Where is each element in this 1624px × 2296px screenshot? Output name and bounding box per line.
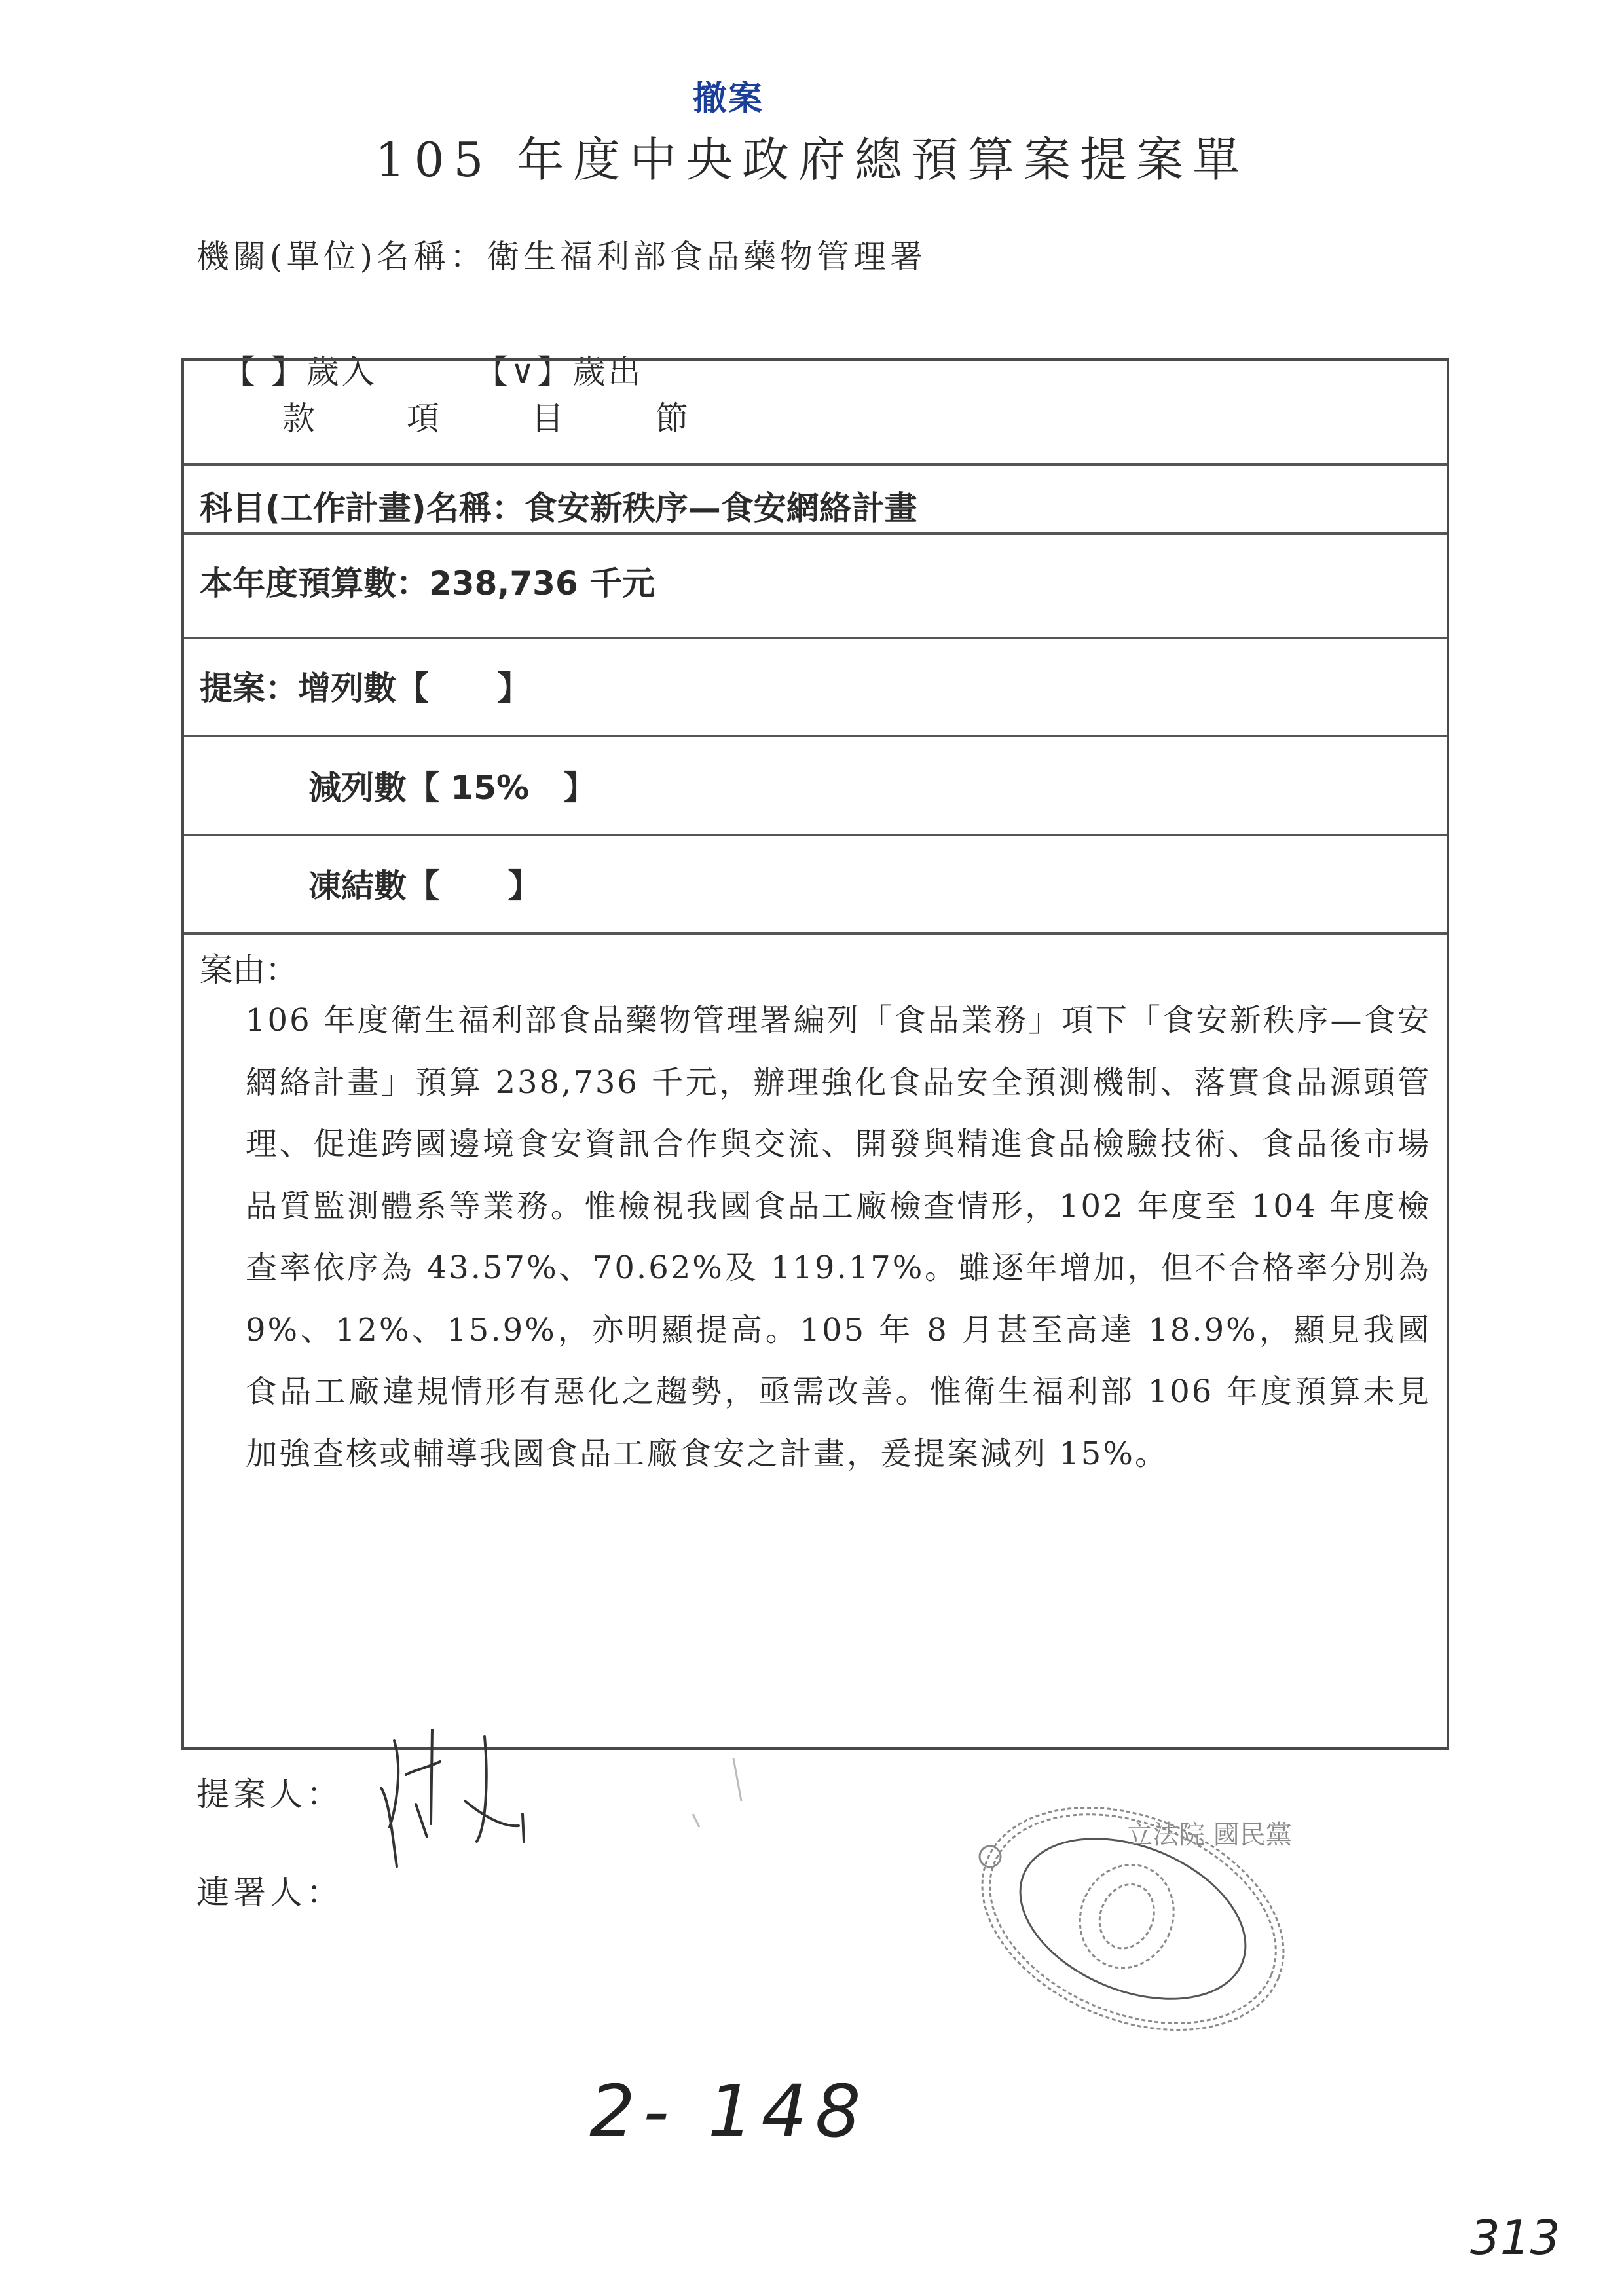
row-divider [184, 637, 1447, 639]
seal-text: 立法院 國民黨 [1126, 1820, 1292, 1850]
handwritten-sheet-number: 313 [1470, 2210, 1560, 2265]
row-divider [184, 834, 1447, 836]
account-headers [282, 392, 780, 439]
official-seal [963, 1794, 1303, 2043]
decrease-value[interactable]: 【 15% 】 [407, 769, 597, 807]
cosigner-label: 連署人： [196, 1874, 343, 1912]
freeze-value[interactable]: 【 】 [407, 867, 541, 905]
withdrawn-mark: 撤案 [693, 79, 764, 119]
program-value: 食安新秩序—食安網絡計畫 [524, 489, 917, 527]
reason-text: 106 年度衛生福利部食品藥物管理署編列「食品業務」項下「食安新秩序—食安網絡計畫」預算 238,736 千元，辦理強化食品安全預測機制、落實食品源頭管理、促進跨國邊境食安資訊合作與交流、開發與精進食品檢驗技術、食品後市場品質監測體系等業務。惟檢視我國食品工廠檢查情形，102 年度至 104 年度檢查率依序為 43.57%、70.62%及 119.17%。雖逐年增加，但不合格率分別為 9%、12%、15.9%，亦明顯提高。105 年 8 月甚至高達 18.9%，顯見我國食品工廠違規情形有惡化之趨勢，亟需改善。惟衛生福利部 106 年度預算未見加強查核或輔導我國食品工廠食安之計畫，爰提案減列 15%。 [246, 1002, 1431, 1472]
header-xiang: 項 [407, 399, 439, 437]
increase-label: 增列數 [298, 669, 396, 707]
row-divider [184, 932, 1447, 935]
increase-row [200, 662, 530, 709]
revenue-label: 歲入 [306, 353, 377, 391]
proposer-signature [367, 1729, 864, 1879]
increase-value[interactable]: 【 】 [396, 669, 530, 707]
expenditure-checkbox[interactable]: 【∨】 [475, 353, 573, 391]
proposal-table [181, 358, 1449, 1750]
freeze-row [308, 860, 540, 907]
decrease-label: 減列數 [308, 769, 407, 807]
budget-value: 238,736 千元 [429, 565, 655, 602]
budget-label: 本年度預算數： [200, 565, 429, 602]
agency-line [196, 231, 927, 278]
reason-label: 案由： [200, 951, 298, 989]
freeze-label: 凍結數 [308, 867, 407, 905]
page-title: 105 年度中央政府總預算案提案單 [375, 132, 1249, 187]
handwritten-page-number: 2- 148 [589, 2069, 869, 2153]
row-divider [184, 532, 1447, 535]
agency-value: 衛生福利部食品藥物管理署 [487, 238, 927, 276]
header-jie: 節 [655, 399, 688, 437]
expenditure-label: 歲出 [572, 353, 644, 391]
agency-label: 機關(單位)名稱： [196, 238, 487, 276]
decrease-row [308, 762, 596, 809]
header-mu: 目 [531, 399, 564, 437]
header-kuan: 款 [282, 399, 315, 437]
program-row [200, 482, 917, 529]
proposer-label: 提案人： [196, 1775, 343, 1813]
proposal-label: 提案： [200, 669, 298, 707]
program-label: 科目(工作計畫)名稱： [200, 489, 525, 527]
row-divider [184, 463, 1447, 466]
budget-row [200, 557, 655, 604]
revenue-checkbox[interactable]: 【 】 [222, 353, 306, 391]
row-divider [184, 735, 1447, 737]
